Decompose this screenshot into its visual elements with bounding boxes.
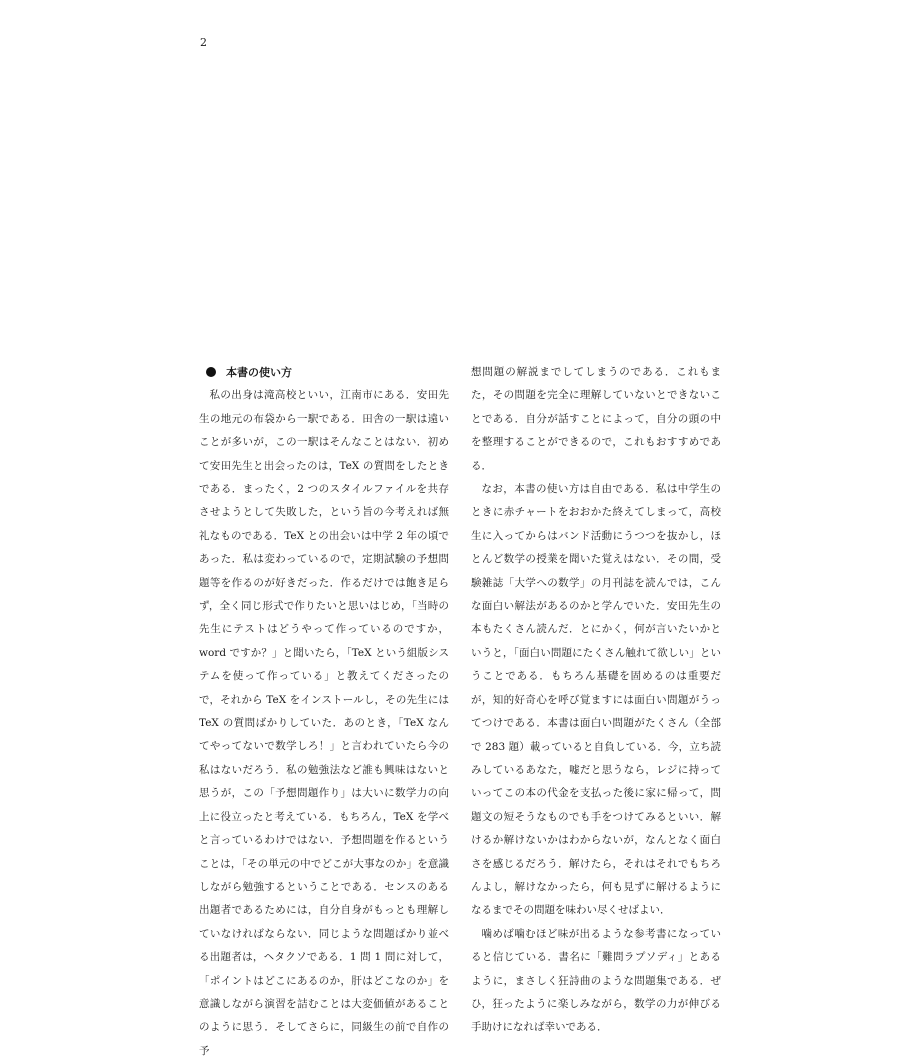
paragraph: なお，本書の使い方は自由である．私は中学生のときに赤チャートをおおかた終えてしまって，高校生に入ってからはバンド活動にうつつを抜かし，ほとんど数学の授業を聞いた覚えはない．その間，受験雑誌「大学への数学」の月刊誌を読んでは，こんな面白い解法があるのかと学んでいた．安田先生の本もたくさん読んだ．とにかく，何が言いたいかというと，「面白い問題にたくさん触れて欲しい」ということである．もちろん基礎を固めるのは重要だが，知的好奇心を呼び覚ますには面白い問題がうってつけである．本書は面白い問題がたくさん（全部で 283 題）載っていると自負している．今，立ち読みしているあなた，嘘だと思うなら，レジに持っていってこの本の代金を支払った後に家に帰って，問題文の短そうなものでも手をつけてみるといい．解けるか解けないかはわからないが，なんとなく面白さを感じるだろう．解けたら，それはそれでもちろんよし，解けなかったら，何も見ずに解けるようになるまでその問題を味わい尽くせばよい． <box>471 483 721 917</box>
paragraph: 私の出身は滝高校といい，江南市にある．安田先生の地元の布袋から一駅である．田舎の一駅は遠いことが多いが，この一駅はそんなことはない．初めて安田先生と出会ったのは，TeX の質問をしたときである．まったく，2 つのスタイルファイルを共存させようとして失敗した，という旨の今考えれば無礼なものである．TeX との出会いは中学 2 年の頃であった．私は変わっているので，定期試験の予想問題等を作るのが好きだった．作るだけでは飽き足らず，全く同じ形式で作りたいと思いはじめ，「当時の先生にテストはどうやって作っているのですか，word ですか？」と聞いたら，「TeX という組版システムを使って作っている」と教えてくださったので，それから TeX をインストールし，その先生には TeX の質問ばかりしていた．あのとき，「TeX なんてやってないで数学しろ！」と言われていたら今の私はないだろう．私の勉強法など誰も興味はないと思うが，この「予想問題作り」は大いに数学力の向上に役立ったと考えている．もちろん，TeX を学べと言っているわけではない．予想問題を作るということは，「その単元の中でどこが大事なのか」を意識しながら勉強するということである．センスのある出題者であるためには，自分自身がもっとも理解していなければならない．同じような問題ばかり並べる出題者は，ヘタクソである．1 問 1 問に対して，「ポイントはどこにあるのか，肝はどこなのか」を意識しながら演習を詰むことは大変価値があることのように思う．そしてさらに，同級生の前で自作の予 <box>199 389 449 1057</box>
left-column <box>199 361 449 1063</box>
right-column <box>471 361 721 1040</box>
page-number: 2 <box>200 36 207 49</box>
section-heading-text: 本書の使い方 <box>226 366 292 379</box>
paragraph-continuation: 想問題の解説までしてしまうのである．これもまた，その問題を完全に理解していないとできないことである．自分が話すことによって，自分の頭の中を整理することができるので，これもおすすめである． <box>471 366 721 472</box>
paragraph: 噛めば噛むほど味が出るような参考書になっていると信じている．書名に「難問ラプソディ」とあるように，まさしく狂詩曲のような問題集である．ぜひ，狂ったように楽しみながら，数学の力が伸びる手助けになれば幸いである． <box>471 927 721 1034</box>
section-heading <box>199 361 449 384</box>
bullet-icon <box>206 367 216 377</box>
